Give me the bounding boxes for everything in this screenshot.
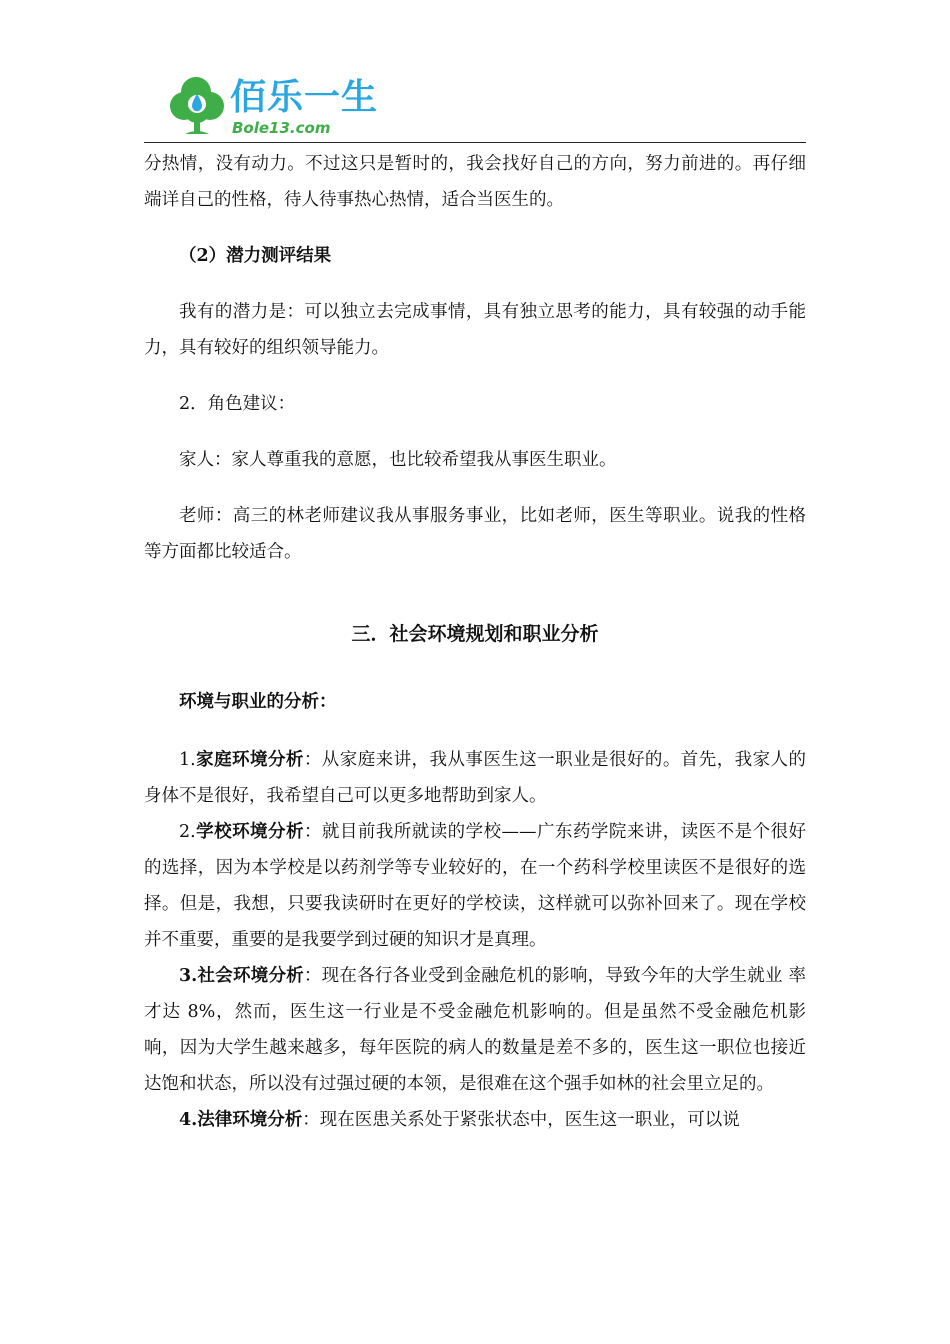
item-number: 2. — [179, 822, 196, 842]
item-number: 4. — [179, 1110, 198, 1130]
paragraph-personality: 分热情，没有动力。不过这只是暂时的，我会找好自己的方向，努力前进的。再仔细端详自己的性格，待人待事热心热情，适合当医生的。 — [144, 154, 806, 210]
heading-potential-test: （2）潜力测评结果 — [179, 246, 332, 266]
item-text: ：现在各行各业受到金融危机的影响，导致今年的大学生就业 率才达 8%，然而，医生这一行业是不受金融危机影响的。但是虽然不受金融危机影响，因为大学生越来越多，每年医院的病人的数量是差不多的，医生这一职位也接近达饱和状态，所以没有过强过硬的本领，是很难在这个强手如林的社会里立足的。 — [144, 966, 807, 1094]
tree-icon — [170, 77, 224, 134]
paragraph-school-environment — [144, 814, 806, 958]
item-label: 法律环境分析 — [197, 1110, 303, 1130]
paragraph-family-advice: 家人：家人尊重我的意愿，也比较希望我从事医生职业。 — [179, 450, 617, 470]
section-title: 三．社会环境规划和职业分析 — [351, 623, 599, 645]
heading-environment-analysis: 环境与职业的分析： — [179, 692, 337, 712]
item-text: ：从家庭来讲，我从事医生这一职业是很好的。首先，我家人的身体不是很好，我希望自己可以更多地帮助到家人。 — [144, 750, 807, 806]
item-text: ：就目前我所就读的学校——广东药学院来讲，读医不是个很好的选择，因为本学校是以药剂学等专业较好的，在一个药科学校里读医不是很好的选择。但是，我想，只要我读研时在更好的学校读，这样就可以弥补回来了。现在学校并不重要，重要的是我要学到过硬的知识才是真理。 — [144, 822, 807, 950]
paragraph-potential: 我有的潜力是：可以独立去完成事情，具有独立思考的能力，具有较强的动手能力，具有较好的组织领导能力。 — [144, 302, 806, 358]
heading-role-advice: 2．角色建议： — [179, 394, 296, 414]
paragraph-teacher-advice: 老师：高三的林老师建议我从事服务事业，比如老师，医生等职业。说我的性格等方面都比较适合。 — [144, 506, 806, 562]
item-number: 1. — [179, 750, 196, 770]
item-label: 社会环境分析 — [197, 966, 304, 986]
document-body — [144, 146, 806, 1138]
item-label: 家庭环境分析 — [195, 750, 304, 770]
paragraph-family-environment — [144, 742, 806, 814]
logo-subtitle: Bole13.com — [232, 119, 331, 137]
paragraph-social-environment — [144, 958, 806, 1102]
paragraph-legal-environment — [144, 1102, 806, 1138]
item-number: 3. — [179, 966, 198, 986]
logo-title: 佰乐一生 — [230, 77, 379, 118]
item-text: ：现在医患关系处于紧张状态中，医生这一职业，可以说 — [302, 1110, 740, 1130]
item-label: 学校环境分析 — [195, 822, 304, 842]
header-divider — [144, 142, 806, 143]
